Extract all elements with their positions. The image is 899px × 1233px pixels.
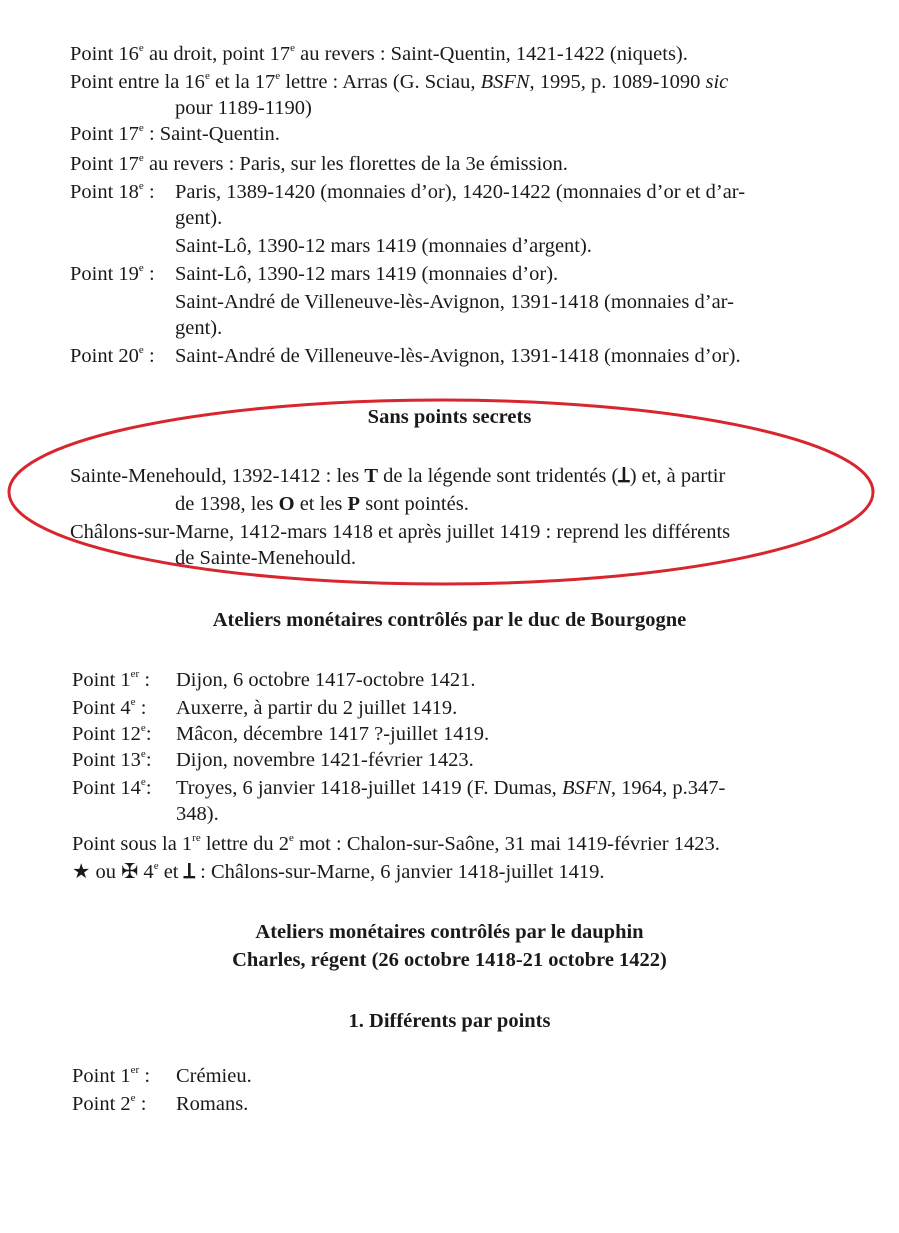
letter-o: O [278, 493, 295, 515]
heading-differents-par-points: 1. Différents par points [348, 1010, 551, 1032]
separator: : [135, 1093, 147, 1115]
superscript: re [192, 832, 201, 844]
label-text: Point 18 [70, 181, 139, 203]
heading-bourgogne: Ateliers monétaires contrôlés par le duc de Bourgogne [212, 609, 687, 631]
superscript: e [288, 832, 294, 844]
entry-text: : Châlons-sur-Marne, 6 janvier 1418-juillet 1419. [195, 861, 605, 883]
entry-text: au revers : Saint-Quentin, 1421-1422 (niquets). [295, 43, 688, 65]
point-18-label [70, 178, 155, 206]
entry-text: et la 17 [209, 71, 276, 93]
entry-point-17-revers [70, 150, 568, 178]
point-18-line-3: Saint-Lô, 1390-12 mars 1419 (monnaies d’argent). [175, 235, 592, 257]
trident-t-icon: Ʇ [618, 465, 630, 487]
dauphin-label-1 [72, 1062, 150, 1090]
superscript: e [130, 1092, 136, 1104]
bourgogne-text-5-cont: 348). [176, 803, 219, 825]
entry-text: lettre du 2 [200, 833, 289, 855]
bourgogne-label-2 [72, 694, 146, 722]
label-text: Point 12 [72, 723, 141, 745]
superscript: e [130, 696, 136, 708]
superscript: e [138, 344, 144, 356]
separator: : [139, 1065, 151, 1087]
trident-t-icon: Ʇ [183, 861, 196, 883]
entry-text: au revers : Paris, sur les florettes de la 3e émission. [143, 153, 568, 175]
journal-abbrev: BSFN [561, 777, 611, 799]
bourgogne-text-4: Dijon, novembre 1421-février 1423. [176, 749, 474, 771]
entry-text: Point sous la 1 [72, 833, 193, 855]
separator: : [143, 181, 155, 203]
entry-text: Point 17 [70, 153, 139, 175]
heading-dauphin-line-1: Ateliers monétaires contrôlés par le dauphin [255, 921, 644, 943]
letter-p: P [347, 493, 361, 515]
entry-text: Point 16 [70, 43, 139, 65]
entry-text: Sainte-Menehould, 1392-1412 : les [70, 465, 365, 487]
superscript: er [130, 1064, 140, 1076]
point-19-line-3: gent). [175, 317, 223, 339]
superscript: e [138, 122, 144, 134]
superscript: e [140, 722, 146, 734]
label-text: Point 4 [72, 697, 131, 719]
entry-text: Point entre la 16 [70, 71, 205, 93]
bourgogne-label-3 [72, 720, 152, 748]
point-18-line-1: Paris, 1389-1420 (monnaies d’or), 1420-1422 (monnaies d’or et d’ar- [175, 181, 746, 203]
entry-text: au droit, point 17 [143, 43, 291, 65]
point-20-label [70, 342, 155, 370]
letter-t: T [364, 465, 379, 487]
point-19-line-2: Saint-André de Villeneuve-lès-Avignon, 1391-1418 (monnaies d’ar- [175, 291, 734, 313]
point-19-line-1: Saint-Lô, 1390-12 mars 1419 (monnaies d’or). [175, 263, 559, 285]
label-text: Point 14 [72, 777, 141, 799]
entry-chalons-marne-cont: de Sainte-Menehould. [175, 547, 357, 569]
point-20-line-1: Saint-André de Villeneuve-lès-Avignon, 1391-1418 (monnaies d’or). [175, 345, 741, 367]
superscript: e [138, 262, 144, 274]
entry-point-17 [70, 120, 280, 148]
point-18-line-2: gent). [175, 207, 223, 229]
superscript: e [138, 152, 144, 164]
separator: : [145, 723, 152, 745]
entry-text: de la légende sont tridentés ( [378, 465, 619, 487]
entry-text: Troyes, 6 janvier 1418-juillet 1419 (F. Dumas, [176, 777, 562, 799]
separator: : [145, 749, 152, 771]
superscript: e [138, 180, 144, 192]
superscript: e [153, 860, 159, 872]
bourgogne-label-5 [72, 774, 152, 802]
entry-text: Point 17 [70, 123, 139, 145]
label-text: Point 1 [72, 1065, 131, 1087]
entry-star-chalons [72, 858, 605, 886]
heading-dauphin-line-2: Charles, régent (26 octobre 1418-21 octobre 1422) [232, 949, 667, 971]
bourgogne-text-3: Mâcon, décembre 1417 ?-juillet 1419. [176, 723, 490, 745]
label-text: Point 13 [72, 749, 141, 771]
entry-point-16-17 [70, 40, 688, 68]
entry-arras [70, 68, 728, 96]
entry-text: et les [294, 493, 348, 515]
bourgogne-text-2: Auxerre, à partir du 2 juillet 1419. [176, 697, 458, 719]
entry-text: mot : Chalon-sur-Saône, 31 mai 1419-février 1423. [293, 833, 720, 855]
heading-sans-points-secrets: Sans points secrets [367, 406, 532, 428]
superscript: e [140, 776, 146, 788]
dauphin-label-2 [72, 1090, 146, 1118]
entry-arras-cont: pour 1189-1190) [175, 97, 312, 119]
superscript: e [290, 42, 296, 54]
separator: : [145, 777, 152, 799]
entry-text: de 1398, les [175, 493, 279, 515]
entry-text: sont pointés. [360, 493, 469, 515]
entry-text: , 1964, p.347- [610, 777, 726, 799]
separator: : [135, 697, 147, 719]
superscript: e [140, 748, 146, 760]
superscript: e [138, 42, 144, 54]
sic-note: sic [705, 71, 729, 93]
bourgogne-label-4 [72, 746, 152, 774]
journal-abbrev: BSFN [480, 71, 530, 93]
separator: : [143, 263, 155, 285]
superscript: e [204, 70, 210, 82]
bourgogne-label-1 [72, 666, 150, 694]
superscript: er [130, 668, 140, 680]
entry-text: : Saint-Quentin. [143, 123, 280, 145]
entry-text: et [158, 861, 184, 883]
label-text: Point 2 [72, 1093, 131, 1115]
label-text: Point 20 [70, 345, 139, 367]
superscript: e [275, 70, 281, 82]
label-text: Point 1 [72, 669, 131, 691]
entry-text: lettre : Arras (G. Sciau, [280, 71, 481, 93]
bourgogne-text-1: Dijon, 6 octobre 1417-octobre 1421. [176, 669, 476, 691]
entry-text: , 1995, p. 1089-1090 [529, 71, 706, 93]
entry-sainte-menehould [70, 462, 725, 490]
separator: : [139, 669, 151, 691]
entry-sainte-menehould-cont [175, 490, 469, 518]
point-19-label [70, 260, 155, 288]
dauphin-text-2: Romans. [176, 1093, 249, 1115]
entry-text: ) et, à partir [629, 465, 726, 487]
entry-chalon-saone [72, 830, 720, 858]
entry-chalons-marne: Châlons-sur-Marne, 1412-mars 1418 et après juillet 1419 : reprend les différents [70, 521, 731, 543]
label-text: Point 19 [70, 263, 139, 285]
star-cross-icon: ★ ou ✠ 4 [72, 861, 154, 883]
dauphin-text-1: Crémieu. [176, 1065, 252, 1087]
separator: : [143, 345, 155, 367]
bourgogne-text-5 [176, 774, 725, 802]
